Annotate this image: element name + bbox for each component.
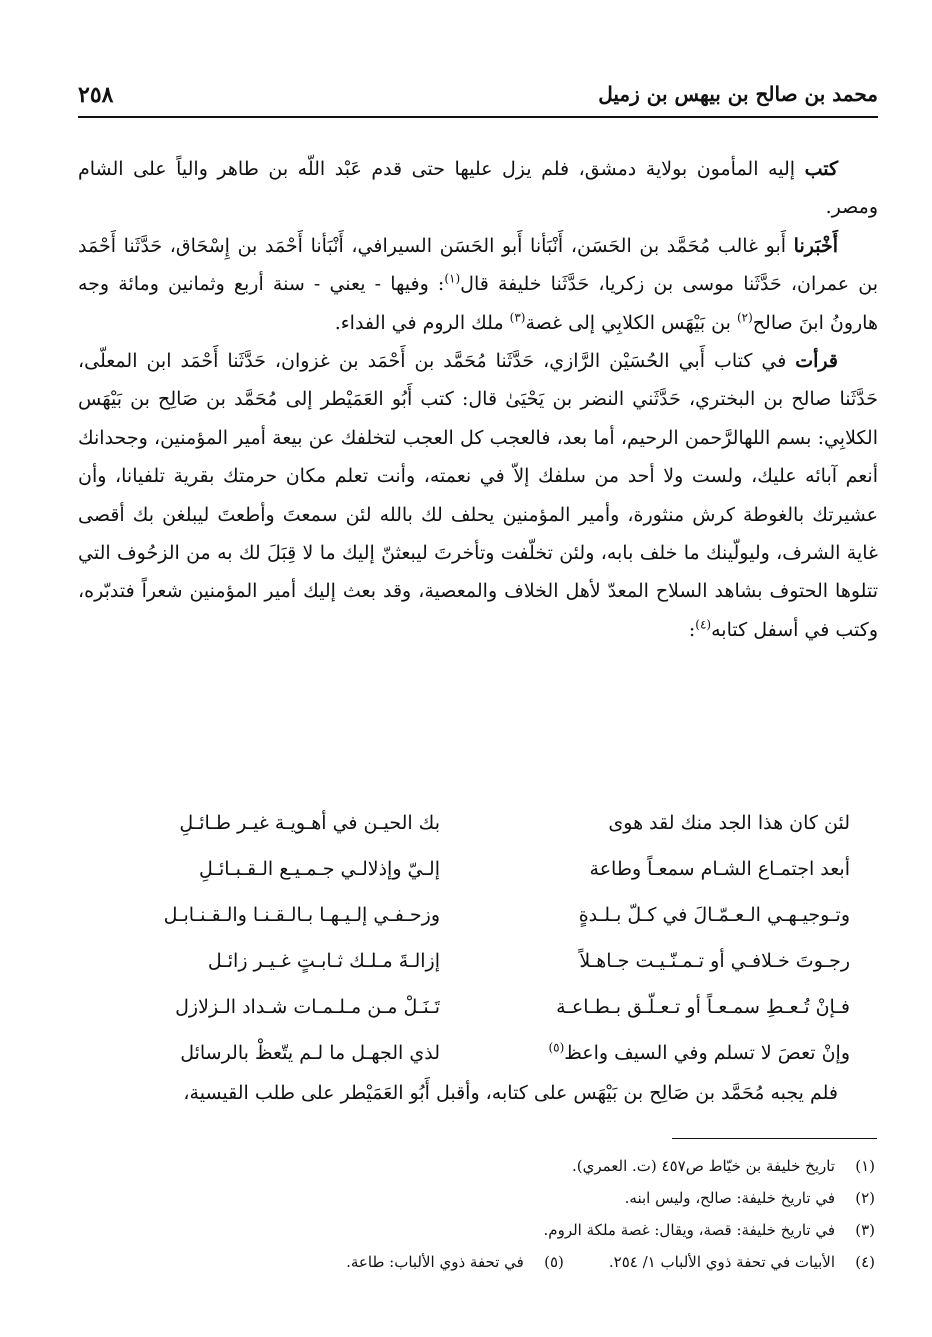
page-number: ٢٥٨ [78,82,114,108]
poem-verse [110,984,850,1030]
footnote-divider [672,1138,877,1139]
poem-verse [110,1030,850,1076]
paragraph-3 [78,342,878,649]
verse-second-hemistich: إلـيّ وإذلالـي جـمـيـع الـقـبـائـلِ [199,858,440,880]
paragraph-text: أَبو غالب مُحَمَّد بن الحَسَن، أَنْبَأنا أَبو الحَسَن السيرافي، أَنْبَأنا أَحْمَد بن إِسْحَاق، حَدَّثَنا أَحْمَد بن عمران، حَدَّثَنا موسى بن زكريا، حَدَّثَنا خليفة قال [78,234,878,296]
footnote-marker: (١) [444,271,461,286]
verse-first-hemistich: أبعد اجتمـاع الشـام سمعـاً وطاعة [589,858,850,880]
main-text [78,150,878,649]
poem-verse [110,800,850,846]
poem [110,800,850,1076]
paragraph-text: في كتاب أَبي الحُسَيْن الرَّازي، حَدَّثَنا مُحَمَّد بن أَحْمَد بن غزوان، حَدَّثَنا أَحْمَد ابن المعلّى، حَدَّثَنا صالح بن البختري، حَدَّثَني النضر بن يَحْيَىٰ قال: كتب أَبُو العَمَيْطر إلى مُحَمَّد بن صَالِح بن بَيْهَس الكلابِي: بسم اللهالرَّحمن الرحيم، أما بعد، فالعجب كل العجب لتخلفك عن بيعة أمير المؤمنين، وجحدانك أنعم آبائه عليك، ولست ولا أحد من سلفك إلاّ في نعمته، وأنت تعلم مكان حرمتك بقرية تلفيانا، وأن عشيرتك بالغوطة كرش منثورة، وأمير المؤمنين يحلف لك بالله لئن سمعتَ وأطعتَ ليبلغن بك أقصى غاية الشرف، وليولّينك ما خلف بابه، ولئن تخلّفت وتأخرتَ ليبعثنّ إليك ما لا قِبَلَ لك به من الزحُوف التي تتلوها الحتوف بشاهد السلاح المعدّ لأهل الخلاف والمعصية، وقد بعث إليك أمير المؤمنين شعراً فتدبّره، وكتب في أسفل كتابه [78,350,878,641]
closing-line: فلم يجبه مُحَمَّد بن صَالِح بن بَيْهَس على كتابه، وأقبل أَبُو العَمَيْطر على طلب القيسية، [183,1082,838,1104]
running-title: محمد بن صالح بن بيهس بن زميل [598,82,878,106]
verse-second-hemistich: بك الحيـن في أهـويـة غيـر طـائـلِ [179,812,440,834]
footnote-text: تاريخ خليفة بن خيّاط ص٤٥٧ (ت. العمري). [571,1157,835,1175]
verse-second-hemistich: إزالـةَ مـلـك ثـابـتٍ غـيـر زائـل [207,950,440,972]
footnotes [100,1150,875,1278]
footnote [100,1214,875,1246]
paragraph-lead: قرأت [795,350,838,373]
footnote-number: (٥) [544,1253,564,1271]
verse-second-hemistich: تَـنَـلْ مـن مـلـمـات شـداد الـزلازل [175,996,440,1018]
footnote-marker: (٢) [736,310,753,325]
verse-first-hemistich: رجـوتَ خـلافـي أو تـمـنّـيـت جـاهـلاً [579,950,850,972]
verse-second-hemistich: وزحـفـي إلـيـهـا بـالـقـنـا والـقـنـابـل [163,904,440,926]
verse-first-hemistich: لئن كان هذا الجد منك لقد هوى [608,812,850,834]
poem-verse [110,846,850,892]
page-header [78,80,878,118]
verse-first-hemistich [520,1030,850,1076]
paragraph-1 [78,150,878,227]
footnote-number: (١) [855,1157,875,1175]
footnote-number: (٢) [855,1189,875,1207]
footnote-text: في تحفة ذوي الألباب: طاعة. [346,1253,524,1271]
poem-verse [110,892,850,938]
poem-verse [110,938,850,984]
footnote-number: (٣) [855,1221,875,1239]
paragraph-2 [78,227,878,342]
paragraph-text: بن بَيْهَس الكلابِي إلى غصة [525,311,737,334]
footnote-number: (٤) [855,1253,875,1271]
hemistich-text: وإنْ تعصَ لا تسلم وفي السيف واعظ [564,1042,850,1064]
paragraph-lead: كتب [804,158,838,180]
paragraph-text: : [688,618,696,641]
verse-first-hemistich: فـإنْ تُـعـطِ سمـعـاً أو تـعـلّـق بـطـاعـة [556,996,850,1018]
footnote-marker: (٣) [509,310,526,325]
footnote [100,1182,875,1214]
paragraph-text: إليه المأمون بولاية دمشق، فلم يزل عليها حتى قدم عَبْد اللّه بن طاهر والياً على الشام ومصر. [78,158,878,219]
footnote-marker: (٤) [695,617,712,632]
paragraph-lead: أَخْبَرنا [793,234,838,257]
footnote-text: الأبيات في تحفة ذوي الألباب ١/ ٢٥٤. [608,1253,835,1271]
footnote [100,1246,875,1278]
verse-second-hemistich: لذي الجهـل ما لـم يتّعظْ بالرسائل [180,1042,440,1064]
footnote-text: في تاريخ خليفة: صالح، وليس ابنه. [624,1189,835,1207]
verse-first-hemistich: وتـوجيـهـي الـعـمّـالَ في كـلّ بـلـدةٍ [578,904,850,926]
footnote [100,1150,875,1182]
paragraph-text: : وفيها - يعني - سنة أربع وثمانين ومائة وجه هارونُ ابنَ صالح [78,273,878,334]
footnote-marker: (٥) [548,1040,565,1055]
footnote-text: في تاريخ خليفة: قصة، ويقال: غصة ملكة الروم. [543,1221,835,1239]
paragraph-text: ملك الروم في الفداء. [334,311,510,334]
